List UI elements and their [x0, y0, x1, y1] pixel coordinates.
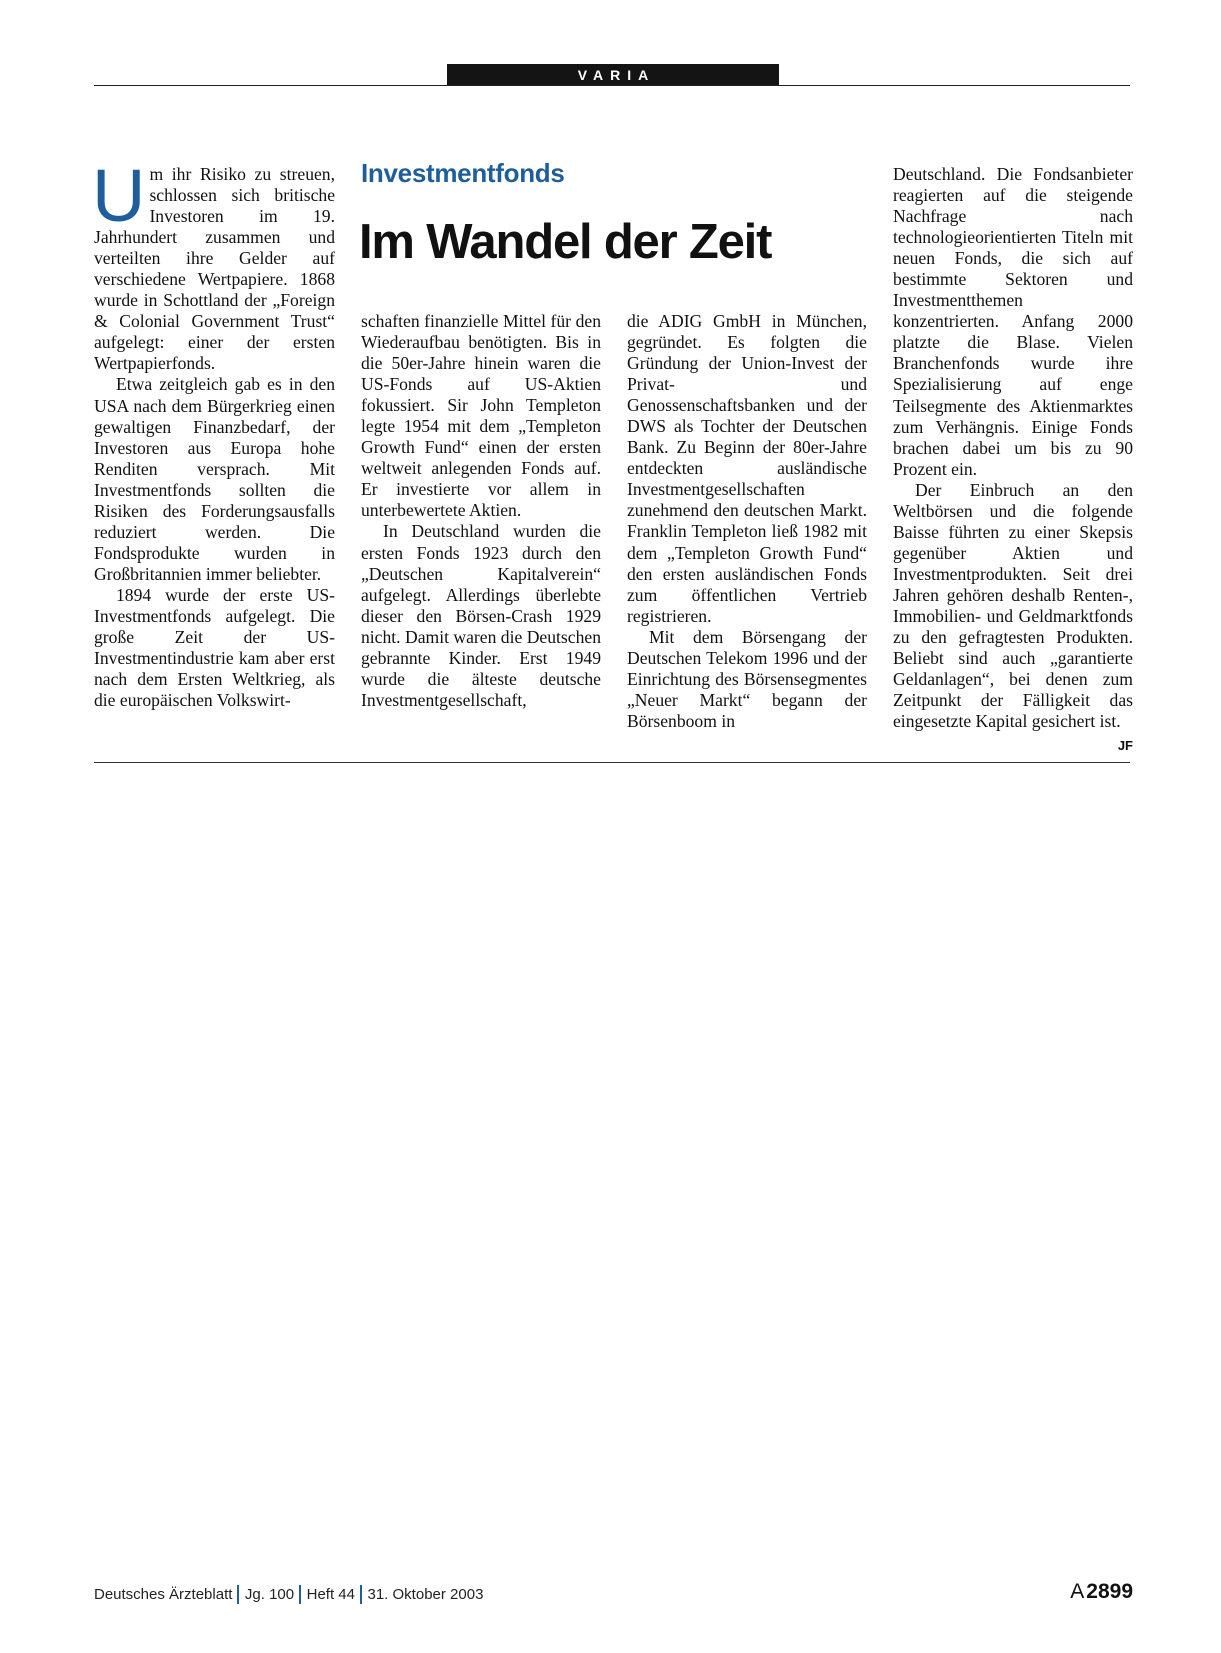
journal-name: Deutsches Ärzteblatt — [94, 1586, 233, 1603]
paragraph: In Deutschland wurden die ersten Fonds 1923 durch den „Deutschen Kapitalverein“ aufgelegt. Allerdings überlebte dieser den Börsen-Crash 1929 nicht. Damit waren die Deutschen gebrannte Kinder. Erst 1949 wurde die älteste deutsche Investmentgesellschaft, — [361, 521, 601, 710]
section-label: VARIA — [577, 66, 656, 83]
paragraph: die ADIG GmbH in München, gegründet. Es folgten die Gründung der Union-Invest der Privat- und Genossenschaftsbanken und der DWS als Tochter der Deutschen Bank. Zu Beginn der 80er-Jahre entdeckten ausländische Investmentgesellschaften zunehmend den deutschen Markt. Franklin Templeton ließ 1982 mit dem „Templeton Growth Fund“ den ersten ausländischen Fonds zum öffentlichen Vertrieb registrieren. — [627, 311, 867, 626]
paragraph: Mit dem Börsengang der Deutschen Telekom 1996 und der Einrichtung des Börsensegmentes „Neuer Markt“ begann der Börsenboom in — [627, 626, 867, 731]
section-header — [447, 64, 779, 85]
author-initials: JF — [1117, 738, 1133, 754]
paragraph-text: Der Einbruch an den Weltbörsen und die folgende Baisse führten zu einer Skepsis gegenüber Aktien und Investmentprodukten. Seit drei Jahren gehören deshalb Renten-, Immobilien- und Geldmarktfonds zu den gefragtesten Produkten. Beliebt sind auch „garantierte Geldanlagen“, bei denen zum Zeitpunkt der Fälligkeit das eingesetzte Kapital gesichert ist. — [893, 479, 1133, 732]
footer-separator — [360, 1585, 362, 1604]
page-number — [1070, 1580, 1133, 1604]
issue: Heft 44 — [306, 1586, 355, 1603]
paragraph: Deutschland. Die Fondsanbieter reagierten auf die steigende Nachfrage nach technologieorientierten Titeln mit neuen Fonds, die sich auf bestimmte Sektoren und Investmentthemen konzentrierten. Anfang 2000 platzte die Blase. Vielen Branchenfonds wurde ihre Spezialisierung auf enge Teilsegmente des Aktienmarktes zum Verhängnis. Einige Fonds brachen dabei um bis zu 90 Prozent ein. — [893, 164, 1133, 479]
article-headline: Im Wandel der Zeit — [359, 215, 772, 269]
footer-separator — [299, 1585, 301, 1604]
page-number-value: 2899 — [1086, 1580, 1133, 1603]
article-kicker: Investmentfonds — [361, 158, 565, 188]
volume: Jg. 100 — [244, 1586, 295, 1603]
issue-date: 31. Oktober 2003 — [367, 1586, 484, 1603]
paragraph — [893, 479, 1133, 754]
footer-separator — [237, 1585, 239, 1604]
bottom-rule — [94, 762, 1130, 763]
article-column-4 — [893, 164, 1133, 756]
paragraph — [92, 154, 335, 374]
page-prefix: A — [1070, 1580, 1085, 1603]
paragraph-text: m ihr Risiko zu streuen, schlossen sich britische Investoren im 19. Jahrhundert zusammen und verteilten ihre Gelder auf verschiedene Wertpapiere. 1868 wurde in Schottland der „Foreign & Colonial Government Trust“ aufgelegt: einer der ersten Wertpapierfonds. — [94, 164, 335, 374]
top-rule — [94, 85, 1130, 86]
drop-cap: U — [92, 154, 146, 237]
article-column-1 — [92, 154, 335, 711]
paragraph: 1894 wurde der erste US-Investmentfonds aufgelegt. Die große Zeit der US-Investmentindustrie kam aber erst nach dem Ersten Weltkrieg, als die europäischen Volkswirt- — [94, 584, 335, 711]
article-column-2 — [361, 311, 601, 711]
paragraph: schaften finanzielle Mittel für den Wiederaufbau benötigten. Bis in die 50er-Jahre hinein waren die US-Fonds auf US-Aktien fokussiert. Sir John Templeton legte 1954 mit dem „Templeton Growth Fund“ einen der ersten weltweit anlegenden Fonds auf. Er investierte vor allem in unterbewertete Aktien. — [361, 311, 601, 521]
page-footer — [94, 1585, 483, 1604]
article-column-3 — [627, 311, 867, 732]
paragraph: Etwa zeitgleich gab es in den USA nach dem Bürgerkrieg einen gewaltigen Finanzbedarf, der Investoren aus Europa hohe Renditen versprach. Mit Investmentfonds sollten die Risiken des Forderungsausfalls reduziert werden. Die Fondsprodukte wurden in Großbritannien immer beliebter. — [94, 374, 335, 584]
